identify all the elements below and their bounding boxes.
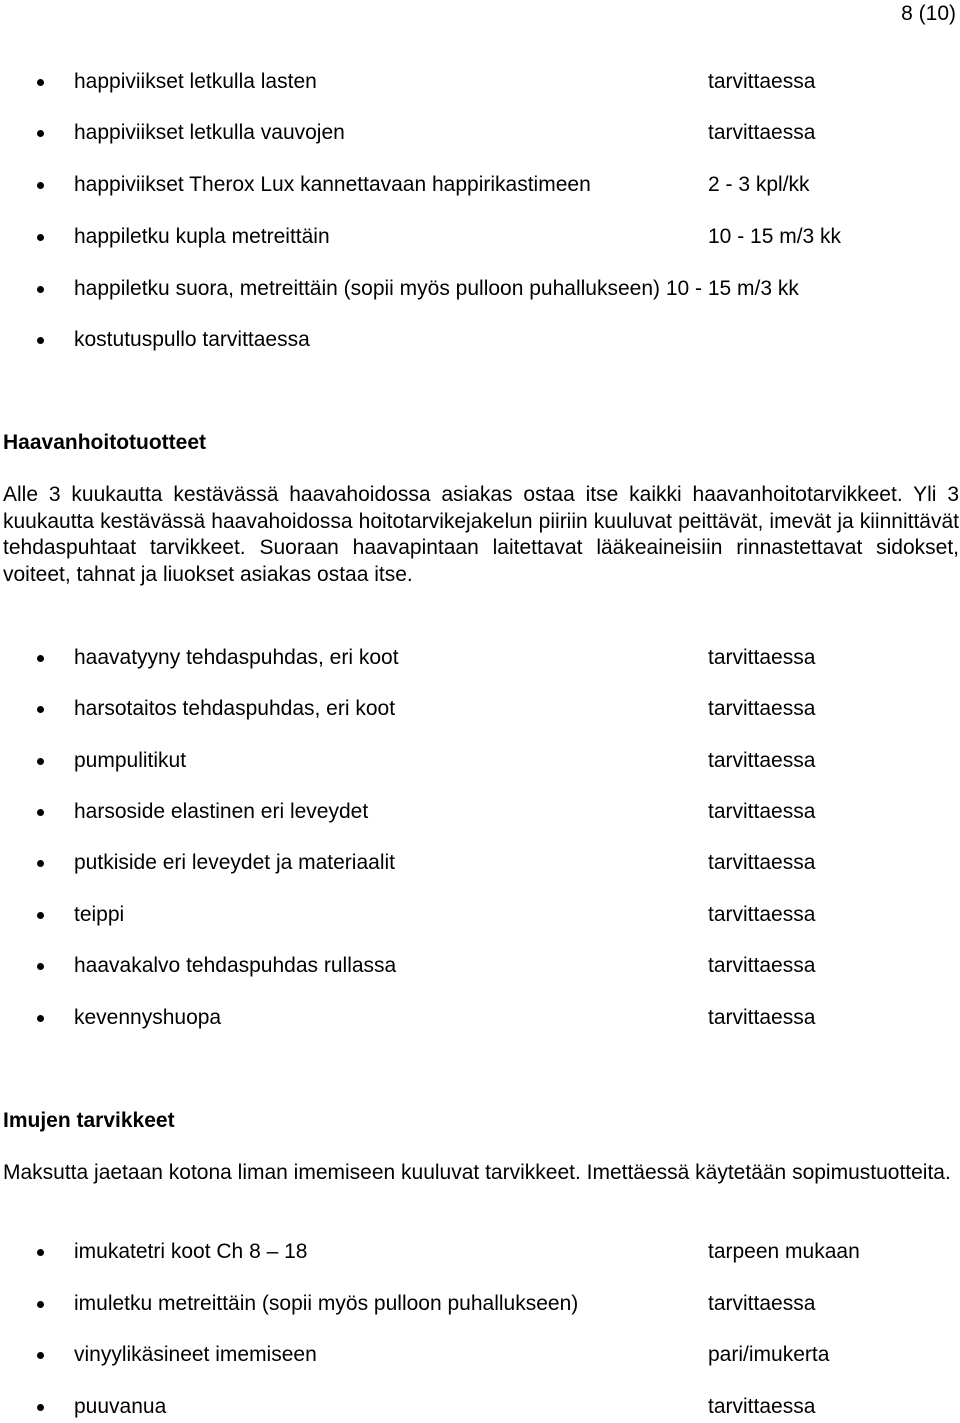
item-label: puuvanua [74,1395,167,1418]
section-heading: Haavanhoitotuotteet [3,431,207,454]
item-value: tarvittaessa [708,749,816,772]
list-item [0,327,960,353]
list-item [0,276,960,302]
list-item [0,69,960,95]
bullet-icon [37,1301,44,1308]
bullet-icon [37,1015,44,1022]
item-label: happiviikset letkulla vauvojen [74,121,345,144]
item-label: happiviikset letkulla lasten [74,70,317,93]
item-label: happiviikset Therox Lux kannettavaan happirikastimeen [74,173,591,196]
bullet-icon [37,758,44,765]
list-item [0,120,960,146]
page-number: 8 (10) [901,2,956,25]
item-value: tarvittaessa [708,697,816,720]
list-item [0,902,960,928]
list-item [0,1394,960,1420]
bullet-icon [37,655,44,662]
item-label: imuletku metreittäin (sopii myös pulloon puhallukseen) [74,1292,579,1315]
list-item [0,850,960,876]
bullet-icon [37,912,44,919]
item-value: tarvittaessa [708,903,816,926]
section-heading: Imujen tarvikkeet [3,1109,175,1132]
item-label: happiletku suora, metreittäin (sopii myös pulloon puhallukseen) 10 - 15 m/3 kk [74,277,799,300]
item-label: kevennyshuopa [74,1006,222,1029]
item-value: tarvittaessa [708,851,816,874]
item-value: tarvittaessa [708,70,816,93]
bullet-icon [37,182,44,189]
list-item [0,224,960,250]
item-value: 2 - 3 kpl/kk [708,173,810,196]
bullet-icon [37,1404,44,1411]
list-item [0,1291,960,1317]
item-value: tarvittaessa [708,646,816,669]
bullet-icon [37,79,44,86]
item-value: pari/imukerta [708,1343,830,1366]
item-label: teippi [74,903,125,926]
bullet-icon [37,130,44,137]
item-label: harsotaitos tehdaspuhdas, eri koot [74,697,396,720]
item-value: 10 - 15 m/3 kk [708,225,842,248]
item-label: imukatetri koot Ch 8 – 18 [74,1240,308,1263]
item-label: kostutuspullo tarvittaessa [74,328,310,351]
list-item [0,645,960,671]
list-item [0,953,960,979]
item-label: vinyylikäsineet imemiseen [74,1343,317,1366]
item-label: pumpulitikut [74,749,187,772]
bullet-icon [37,809,44,816]
item-value: tarpeen mukaan [708,1240,860,1263]
bullet-icon [37,860,44,867]
list-item [0,1239,960,1265]
list-item [0,1342,960,1368]
item-label: haavatyyny tehdaspuhdas, eri koot [74,646,399,669]
bullet-icon [37,337,44,344]
list-item [0,1005,960,1031]
list-item [0,748,960,774]
bullet-icon [37,1249,44,1256]
item-value: tarvittaessa [708,121,816,144]
item-value: tarvittaessa [708,1006,816,1029]
item-label: harsoside elastinen eri leveydet [74,800,369,823]
list-item [0,799,960,825]
bullet-icon [37,286,44,293]
item-label: putkiside eri leveydet ja materiaalit [74,851,395,874]
bullet-icon [37,963,44,970]
list-item [0,696,960,722]
item-label: haavakalvo tehdaspuhdas rullassa [74,954,397,977]
bullet-icon [37,706,44,713]
item-value: tarvittaessa [708,954,816,977]
list-item [0,172,960,198]
item-label: happiletku kupla metreittäin [74,225,330,248]
bullet-icon [37,1352,44,1359]
section-paragraph: Alle 3 kuukautta kestävässä haavahoidossa asiakas ostaa itse kaikki haavanhoitotarvikkeet. Yli 3 kuukautta kestävässä haavahoidossa hoitotarvikejakelun piiriin kuuluvat peittävät, imevät ja kiinnittävät tehdaspuhtaat tarvikkeet. Suoraan haavapintaan laitettavat lääkeaineisiin rinnastettavat sidokset, voiteet, tahnat ja liuokset asiakas ostaa itse. [3,483,959,586]
item-value: tarvittaessa [708,1395,816,1418]
item-value: tarvittaessa [708,1292,816,1315]
section-paragraph: Maksutta jaetaan kotona liman imemiseen kuuluvat tarvikkeet. Imettäessä käytetään sopimustuotteita. [3,1161,951,1184]
item-value: tarvittaessa [708,800,816,823]
bullet-icon [37,234,44,241]
